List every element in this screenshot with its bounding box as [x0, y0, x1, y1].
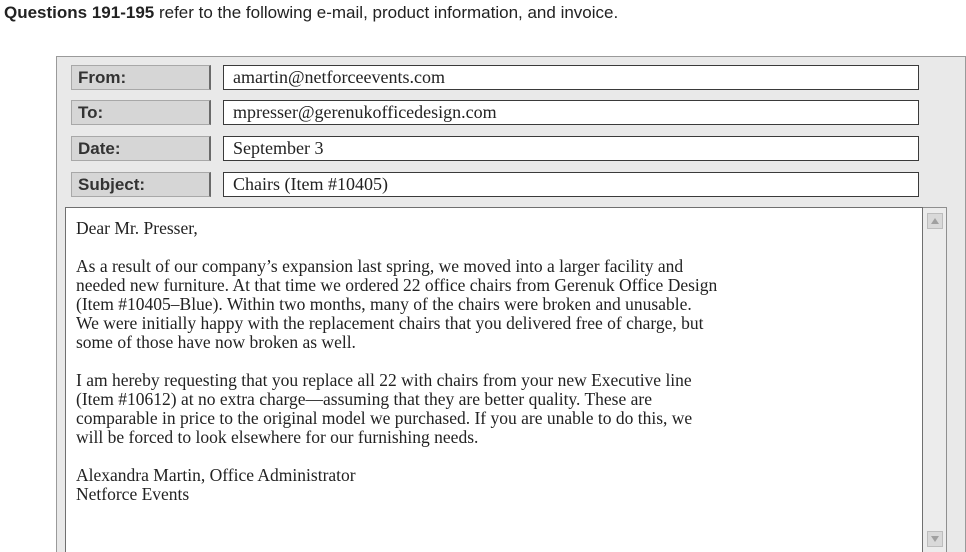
- triangle-up-icon: [931, 218, 939, 224]
- paragraph-1-line: As a result of our company’s expansion last spring, we moved into a larger facility and: [76, 256, 684, 276]
- message-body[interactable]: [65, 207, 923, 552]
- to-label: To:: [71, 100, 211, 125]
- to-field[interactable]: mpresser@gerenukofficedesign.com: [223, 100, 919, 125]
- greeting: Dear Mr. Presser,: [76, 218, 198, 238]
- paragraph-2-line: (Item #10612) at no extra charge—assuming that they are better quality. These are: [76, 389, 652, 409]
- instructions-text: refer to the following e-mail, product information, and invoice.: [154, 3, 619, 22]
- subject-row: [71, 172, 951, 197]
- paragraph-1: [76, 257, 912, 352]
- paragraph-2: [76, 371, 912, 447]
- from-label: From:: [71, 65, 211, 90]
- signature: [76, 466, 912, 504]
- date-field[interactable]: September 3: [223, 136, 919, 161]
- paragraph-1-line: needed new furniture. At that time we ordered 22 office chairs from Gerenuk Office Design: [76, 275, 718, 295]
- from-row: [71, 65, 951, 90]
- scroll-up-button[interactable]: [927, 213, 943, 229]
- from-field[interactable]: amartin@netforceevents.com: [223, 65, 919, 90]
- signature-name: Alexandra Martin, Office Administrator: [76, 465, 356, 485]
- subject-field[interactable]: Chairs (Item #10405): [223, 172, 919, 197]
- question-instructions: [4, 3, 618, 23]
- paragraph-2-line: comparable in price to the original model we purchased. If you are unable to do this, we: [76, 408, 693, 428]
- paragraph-1-line: (Item #10405–Blue). Within two months, many of the chairs were broken and unusable.: [76, 294, 692, 314]
- paragraph-2-line: I am hereby requesting that you replace all 22 with chairs from your new Executive line: [76, 370, 692, 390]
- scroll-down-button[interactable]: [927, 531, 943, 547]
- subject-label: Subject:: [71, 172, 211, 197]
- paragraph-1-line: some of those have now broken as well.: [76, 332, 356, 352]
- date-row: [71, 136, 951, 161]
- to-row: [71, 100, 951, 125]
- question-range: Questions 191-195: [4, 3, 155, 22]
- vertical-scrollbar[interactable]: [923, 207, 947, 552]
- paragraph-2-line: will be forced to look elsewhere for our furnishing needs.: [76, 427, 479, 447]
- email-window: [56, 56, 966, 552]
- paragraph-1-line: We were initially happy with the replacement chairs that you delivered free of charge, but: [76, 313, 704, 333]
- date-label: Date:: [71, 136, 211, 161]
- triangle-down-icon: [931, 536, 939, 542]
- signature-company: Netforce Events: [76, 484, 190, 504]
